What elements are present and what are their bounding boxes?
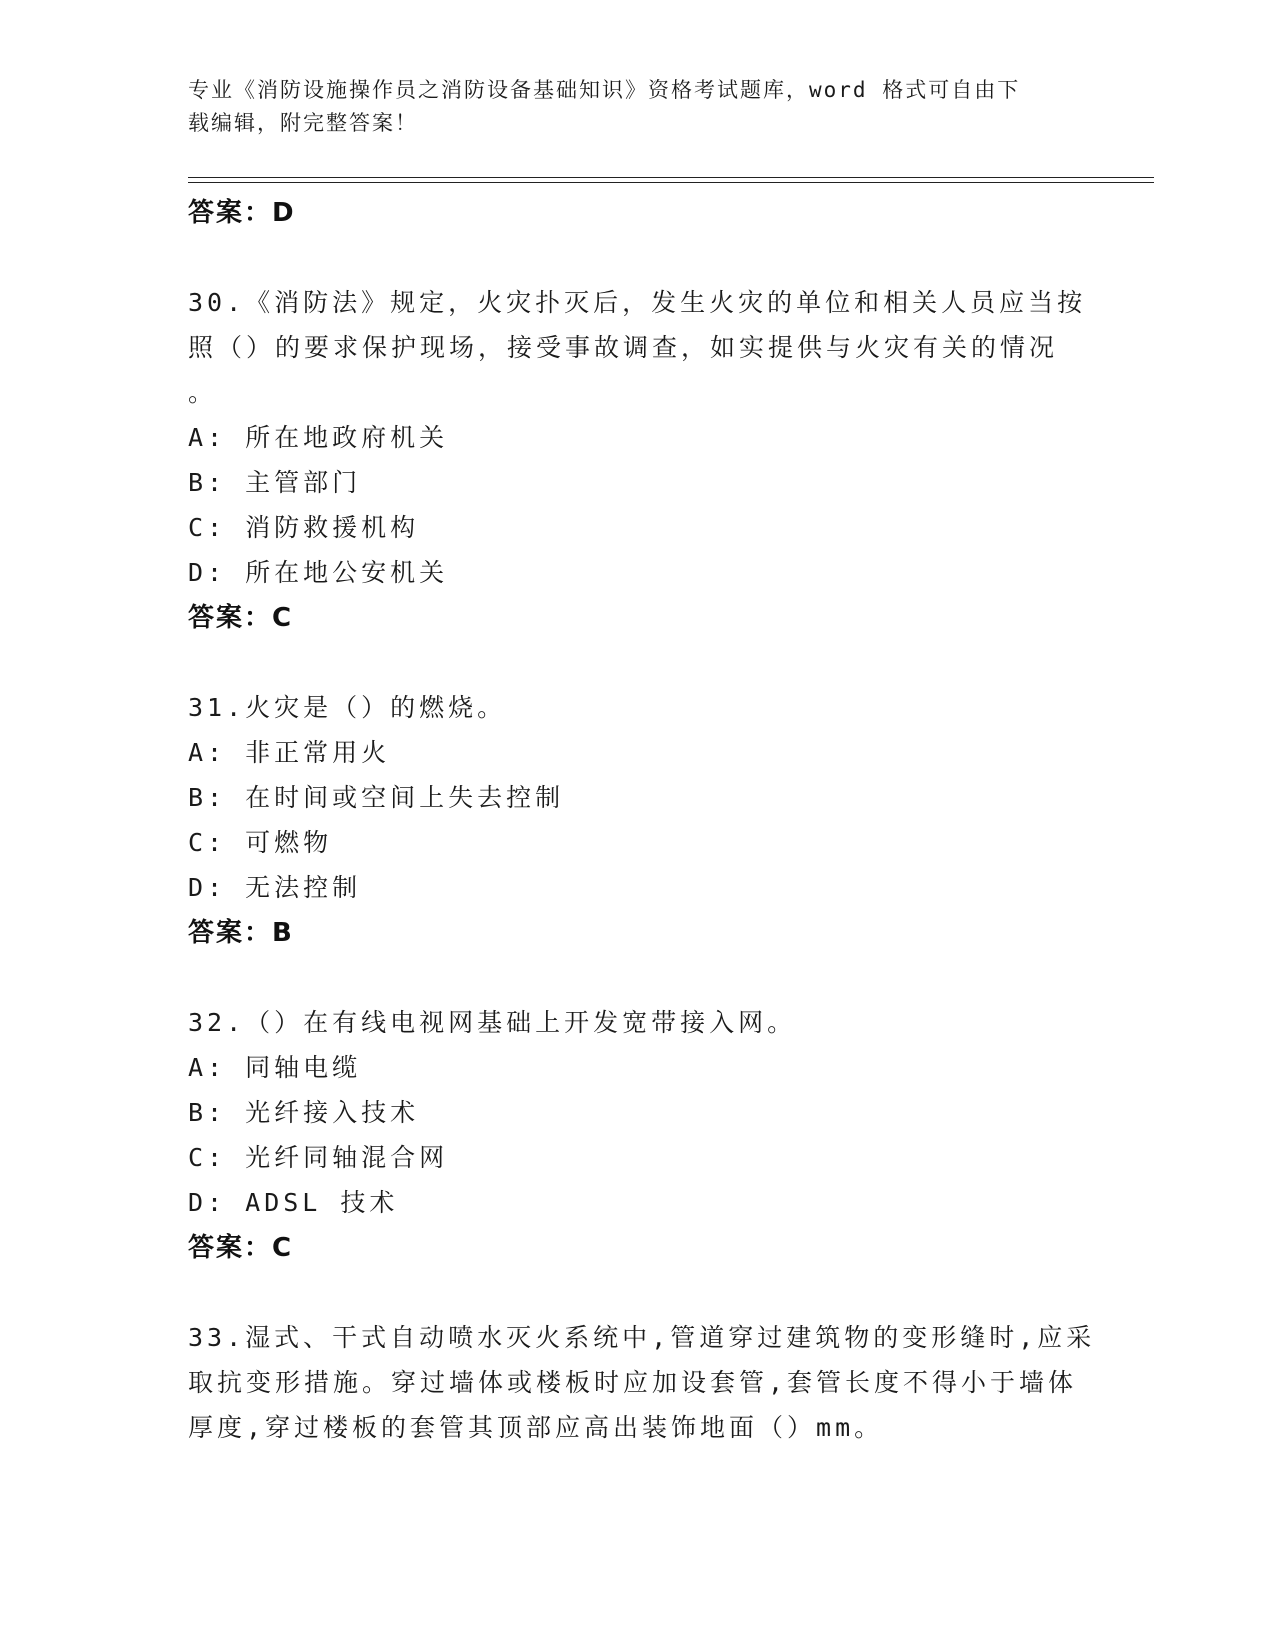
question-stem-line: 30.《消防法》规定，火灾扑灭后，发生火灾的单位和相关人员应当按 [188, 288, 1087, 317]
spacer [188, 956, 1088, 1000]
question-stem-line: 。 [188, 378, 218, 407]
option-b: B: 光纤接入技术 [188, 1098, 420, 1127]
question-30 [188, 280, 1088, 641]
answer-prefix: 答案： [188, 198, 273, 228]
option-b: B: 在时间或空间上失去控制 [188, 783, 565, 812]
spacer [188, 641, 1088, 685]
question-31 [188, 685, 1088, 956]
answer-value: B [272, 918, 294, 948]
question-stem-line: 照（）的要求保护现场，接受事故调查，如实提供与火灾有关的情况 [188, 333, 1059, 362]
answer [188, 1225, 1088, 1271]
question-32 [188, 1000, 1088, 1271]
answer [188, 595, 1088, 641]
question-stem-line: 31.火灾是（）的燃烧。 [188, 693, 507, 722]
answer-value: D [272, 198, 296, 228]
header-line-2: 载编辑，附完整答案！ [188, 111, 418, 135]
answer-prefix: 答案： [188, 603, 273, 633]
question-33 [188, 1315, 1096, 1450]
spacer [188, 236, 1088, 280]
document-header [188, 74, 1068, 140]
question-stem-line: 厚度,穿过楼板的套管其顶部应高出装饰地面（）mm。 [188, 1413, 884, 1442]
question-stem-line: 32.（）在有线电视网基础上开发宽带接入网。 [188, 1008, 797, 1037]
answer-value: C [272, 1233, 294, 1263]
header-rule-bottom [188, 182, 1154, 183]
option-d: D: ADSL 技术 [188, 1188, 399, 1217]
header-line-1: 专业《消防设施操作员之消防设备基础知识》资格考试题库，word 格式可自由下 [188, 78, 1021, 102]
question-list [188, 190, 1096, 1450]
option-c: C: 可燃物 [188, 828, 333, 857]
answer-prefix: 答案： [188, 918, 273, 948]
option-c: C: 消防救援机构 [188, 513, 420, 542]
option-b: B: 主管部门 [188, 468, 362, 497]
answer-prefix: 答案： [188, 1233, 273, 1263]
option-d: D: 所在地公安机关 [188, 558, 449, 587]
option-a: A: 所在地政府机关 [188, 423, 449, 452]
option-a: A: 同轴电缆 [188, 1053, 362, 1082]
option-a: A: 非正常用火 [188, 738, 391, 767]
answer-value: C [272, 603, 294, 633]
header-rule-top [188, 177, 1154, 178]
spacer [188, 1271, 1088, 1315]
question-stem-line: 取抗变形措施。穿过墙体或楼板时应加设套管,套管长度不得小于墙体 [188, 1368, 1078, 1397]
option-c: C: 光纤同轴混合网 [188, 1143, 449, 1172]
previous-answer [188, 190, 1088, 236]
answer [188, 910, 1088, 956]
option-d: D: 无法控制 [188, 873, 362, 902]
question-stem-line: 33.湿式、干式自动喷水灭火系统中,管道穿过建筑物的变形缝时,应采 [188, 1323, 1096, 1352]
